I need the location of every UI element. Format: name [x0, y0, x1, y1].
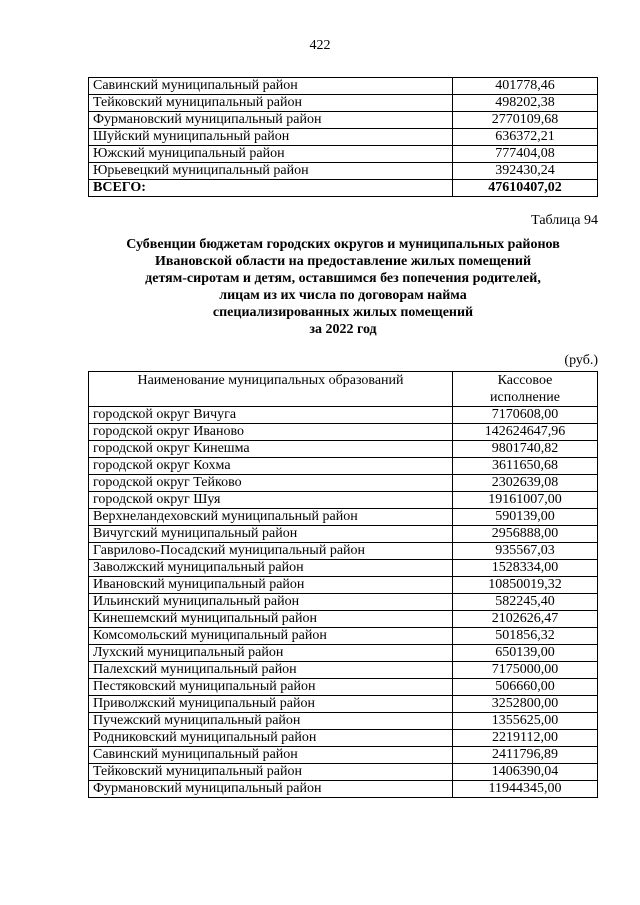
municipality-name: Фурмановский муниципальный район [89, 112, 453, 129]
amount-value: 935567,03 [453, 543, 598, 560]
table-row [89, 146, 598, 163]
amount-value: 2411796,89 [453, 747, 598, 764]
total-value: 47610407,02 [453, 180, 598, 197]
unit-label: (руб.) [564, 353, 598, 368]
municipality-name: городской округ Кинешма [89, 441, 453, 458]
municipality-name: Пестяковский муниципальный район [89, 679, 453, 696]
table-row [89, 628, 598, 645]
municipality-name: Ильинский муниципальный район [89, 594, 453, 611]
table-label: Таблица 94 [531, 213, 598, 228]
table-row [89, 526, 598, 543]
column-header-value-line: Кассовое [497, 373, 553, 388]
table-row [89, 441, 598, 458]
table-row [89, 78, 598, 95]
amount-value: 10850019,32 [453, 577, 598, 594]
subventions-table [88, 371, 598, 798]
municipality-name: городской округ Вичуга [89, 407, 453, 424]
amount-value: 2770109,68 [453, 112, 598, 129]
municipality-name: Тейковский муниципальный район [89, 764, 453, 781]
municipality-name: городской округ Иваново [89, 424, 453, 441]
title-line: детям-сиротам и детям, оставшимся без попечения родителей, [145, 271, 541, 286]
municipality-name: Гаврилово-Посадский муниципальный район [89, 543, 453, 560]
table-row [89, 95, 598, 112]
table-row [89, 662, 598, 679]
table-row [89, 112, 598, 129]
municipality-name: Савинский муниципальный район [89, 747, 453, 764]
amount-value: 3252800,00 [453, 696, 598, 713]
amount-value: 590139,00 [453, 509, 598, 526]
table-row [89, 543, 598, 560]
municipality-name: Савинский муниципальный район [89, 78, 453, 95]
page-number: 422 [309, 38, 331, 53]
municipality-name: Ивановский муниципальный район [89, 577, 453, 594]
amount-value: 650139,00 [453, 645, 598, 662]
municipality-name: Лухский муниципальный район [89, 645, 453, 662]
title-line: за 2022 год [309, 322, 377, 337]
table-row [89, 611, 598, 628]
table-row [89, 475, 598, 492]
amount-value: 1355625,00 [453, 713, 598, 730]
table-row [89, 713, 598, 730]
title-line: специализированных жилых помещений [212, 305, 474, 320]
amount-value: 1406390,04 [453, 764, 598, 781]
municipality-name: Заволжский муниципальный район [89, 560, 453, 577]
municipality-name: Кинешемский муниципальный район [89, 611, 453, 628]
municipality-name: Пучежский муниципальный район [89, 713, 453, 730]
amount-value: 777404,08 [453, 146, 598, 163]
previous-table-continuation [88, 77, 598, 197]
municipality-name: Верхнеландеховский муниципальный район [89, 509, 453, 526]
amount-value: 9801740,82 [453, 441, 598, 458]
amount-value: 142624647,96 [453, 424, 598, 441]
title-line: Субвенции бюджетам городских округов и муниципальных районов [126, 237, 560, 252]
table-row [89, 509, 598, 526]
amount-value: 1528334,00 [453, 560, 598, 577]
amount-value: 3611650,68 [453, 458, 598, 475]
table-row [89, 645, 598, 662]
amount-value: 19161007,00 [453, 492, 598, 509]
table-row [89, 764, 598, 781]
table-row [89, 747, 598, 764]
title-line: лицам из их числа по договорам найма [219, 288, 467, 303]
column-header-value-line: исполнение [490, 390, 560, 405]
table-row [89, 458, 598, 475]
amount-value: 501856,32 [453, 628, 598, 645]
table-row [89, 163, 598, 180]
table-row [89, 424, 598, 441]
municipality-name: Тейковский муниципальный район [89, 95, 453, 112]
table-row [89, 577, 598, 594]
amount-value: 2302639,08 [453, 475, 598, 492]
municipality-name: Фурмановский муниципальный район [89, 781, 453, 798]
municipality-name: Комсомольский муниципальный район [89, 628, 453, 645]
table-row [89, 781, 598, 798]
municipality-name: городской округ Шуя [89, 492, 453, 509]
column-header-name: Наименование муниципальных образований [89, 372, 453, 407]
amount-value: 582245,40 [453, 594, 598, 611]
amount-value: 2219112,00 [453, 730, 598, 747]
municipality-name: городской округ Кохма [89, 458, 453, 475]
amount-value: 401778,46 [453, 78, 598, 95]
table-row [89, 730, 598, 747]
table-row [89, 560, 598, 577]
column-header-value [453, 372, 598, 407]
table-row [89, 594, 598, 611]
amount-value: 2102626,47 [453, 611, 598, 628]
amount-value: 7175000,00 [453, 662, 598, 679]
total-row [89, 180, 598, 197]
table-row [89, 492, 598, 509]
municipality-name: Родниковский муниципальный район [89, 730, 453, 747]
table-row [89, 407, 598, 424]
municipality-name: Юрьевецкий муниципальный район [89, 163, 453, 180]
table-title [88, 236, 598, 338]
table-row [89, 696, 598, 713]
municipality-name: Шуйский муниципальный район [89, 129, 453, 146]
amount-value: 11944345,00 [453, 781, 598, 798]
municipality-name: Вичугский муниципальный район [89, 526, 453, 543]
table-row [89, 679, 598, 696]
municipality-name: Палехский муниципальный район [89, 662, 453, 679]
amount-value: 636372,21 [453, 129, 598, 146]
municipality-name: Приволжский муниципальный район [89, 696, 453, 713]
municipality-name: Южский муниципальный район [89, 146, 453, 163]
table-row [89, 129, 598, 146]
municipality-name: городской округ Тейково [89, 475, 453, 492]
amount-value: 506660,00 [453, 679, 598, 696]
table-header-row [89, 372, 598, 407]
total-label: ВСЕГО: [89, 180, 453, 197]
amount-value: 2956888,00 [453, 526, 598, 543]
amount-value: 7170608,00 [453, 407, 598, 424]
title-line: Ивановской области на предоставление жилых помещений [154, 254, 532, 269]
amount-value: 392430,24 [453, 163, 598, 180]
amount-value: 498202,38 [453, 95, 598, 112]
